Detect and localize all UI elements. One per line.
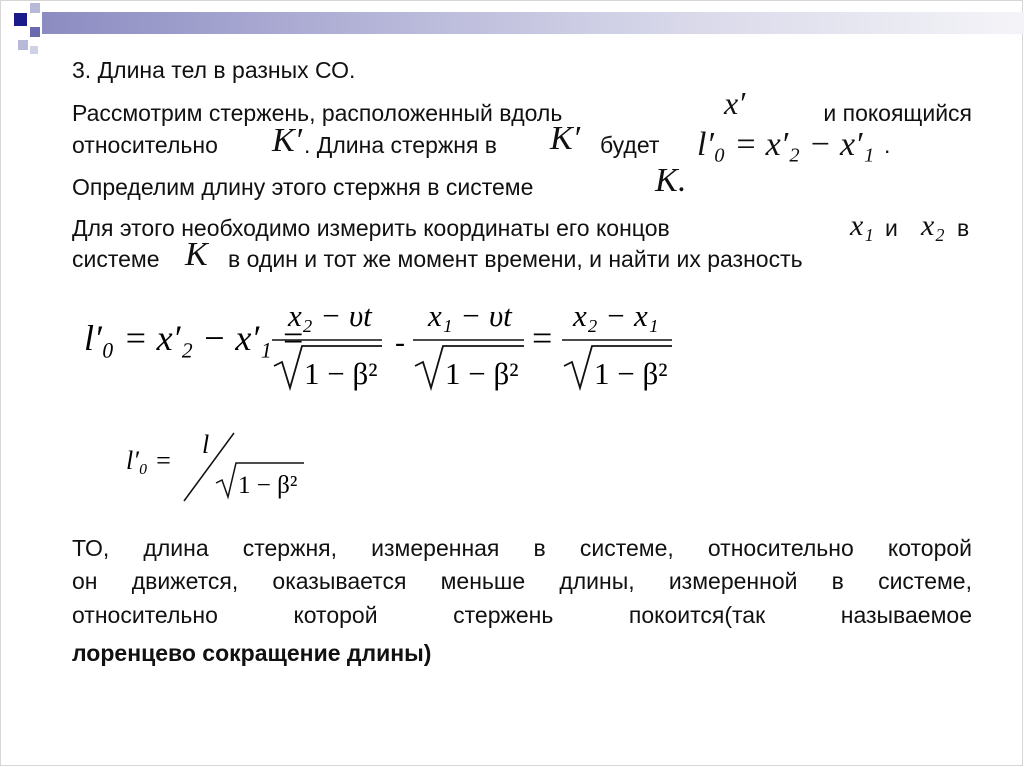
formula1-lhs: l′₀ = x′₂ − x′₁ = xyxy=(84,318,306,358)
conclusion-line-3: относительно которой стержень покоится(так называемое xyxy=(72,602,972,628)
formula-lorentz-contraction xyxy=(122,425,322,510)
p1-text-d: . Длина стержня в xyxy=(304,132,498,158)
formula1-equals: = xyxy=(532,318,553,358)
symbol-K-prime-1: K′ xyxy=(272,122,303,159)
formula1-denominator-2: 1 − β² xyxy=(445,356,519,391)
symbol-x2: x₂ xyxy=(921,209,945,242)
p1-text-c: относительно xyxy=(72,132,218,158)
p1-text-e: будет xyxy=(600,132,660,158)
p3-text-b: и xyxy=(885,215,898,241)
symbol-x-prime: x′ xyxy=(724,85,746,121)
p2-text-a: Определим длину этого стержня в системе xyxy=(72,174,534,200)
conclusion-line-2: он движется, оказывается меньше длины, измеренной в системе, xyxy=(72,568,972,594)
formula1-numerator-3: x₂ − x₁ xyxy=(573,298,659,333)
symbol-K-prime-2: K′ xyxy=(550,120,581,157)
symbol-K-2: K xyxy=(185,236,208,273)
conclusion-line-4-bold: лоренцево сокращение длины) xyxy=(72,640,432,666)
p1-text-f: . xyxy=(884,132,891,158)
conclusion-line-1: ТО, длина стержня, измеренная в системе, относительно которой xyxy=(72,535,972,561)
p3-text-e: в один и тот же момент времени, и найти их разность xyxy=(228,246,803,272)
p1-text-b: и покоящийся xyxy=(823,100,972,126)
formula2-lhs: l′₀ = xyxy=(126,446,172,475)
symbol-x1: x₁ xyxy=(850,209,874,242)
p3-text-a: Для этого необходимо измерить координаты его концов xyxy=(72,215,670,241)
formula-length-transformation xyxy=(80,290,700,405)
formula1-numerator-2: x₁ − υt xyxy=(428,298,512,333)
symbol-K-1: K xyxy=(655,162,678,199)
formula1-minus: - xyxy=(395,326,405,359)
p3-text-d: системе xyxy=(72,246,160,272)
formula1-denominator-3: 1 − β² xyxy=(594,356,668,391)
formula1-numerator-1: x₂ − υt xyxy=(288,298,372,333)
formula1-denominator-1: 1 − β² xyxy=(304,356,378,391)
p1-text-a: Рассмотрим стержень, расположенный вдоль xyxy=(72,100,563,126)
inline-equation-l0: l′₀ = x′₂ − x′₁ xyxy=(697,126,875,163)
formula2-denominator: 1 − β² xyxy=(238,472,298,499)
formula2-numerator: l xyxy=(202,430,210,459)
slide-heading: 3. Длина тел в разных СО. xyxy=(72,57,356,83)
title-bar-gradient xyxy=(42,12,1024,34)
p3-text-c: в xyxy=(957,215,970,241)
